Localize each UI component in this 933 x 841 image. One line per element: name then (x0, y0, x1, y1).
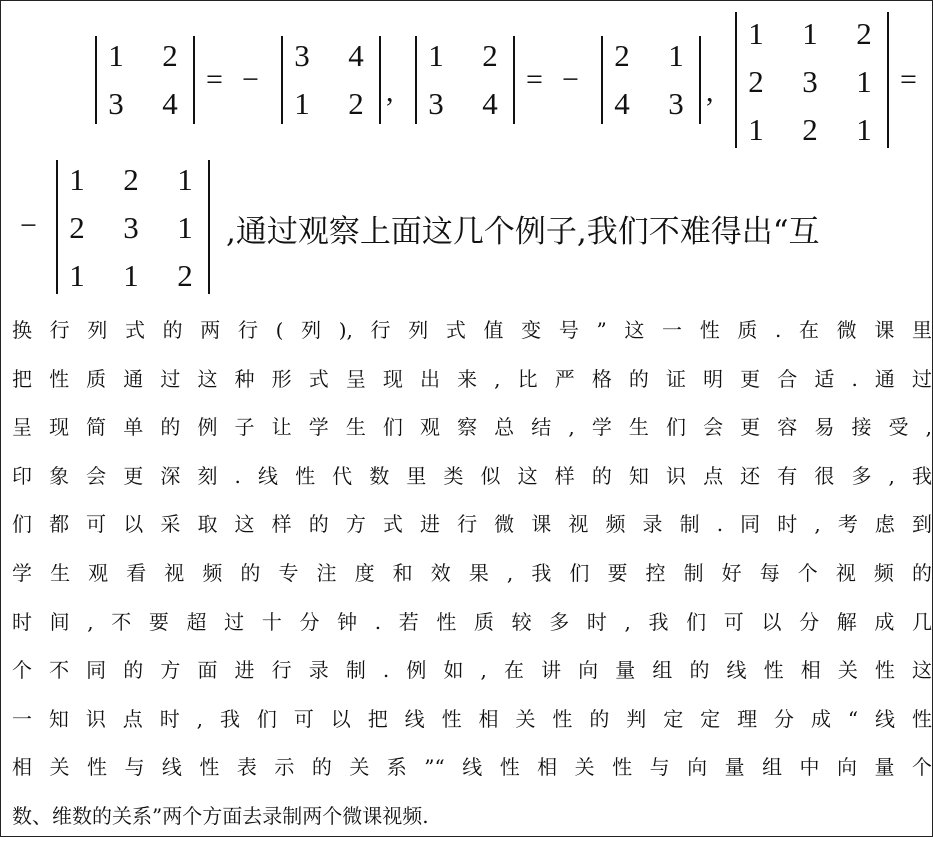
matrix-entry: 2 (69, 210, 85, 245)
body-paragraph (12, 306, 932, 841)
paragraph-line: 们都可以采取这样的方式进行微课视频录制.同时,考虑到 (12, 512, 932, 537)
paragraph-line: 呈现简单的例子让学生们观察总结,学生们会更容易接受, (12, 415, 932, 440)
equals-sign: = (900, 63, 917, 96)
paragraph-line: 一知识点时,我们可以把线性相关性的判定定理分成“线性 (12, 706, 932, 731)
comma: , (386, 75, 394, 108)
paragraph-line: 个不同的方面进行录制.例如,在讲向量组的线性相关性这 (12, 658, 932, 683)
matrix-entry: 1 (856, 112, 872, 147)
matrix-entry: 3 (428, 86, 444, 121)
matrix-entry: 1 (428, 38, 444, 73)
matrix-entry: 3 (668, 86, 684, 121)
equals-sign: = (206, 63, 223, 96)
paragraph-line: 换行列式的两行(列),行列式值变号”这一性质.在微课里 (12, 318, 932, 342)
minus-sign: − (20, 209, 37, 242)
matrix-entry: 3 (123, 210, 139, 245)
matrix-entry: 1 (856, 64, 872, 99)
matrix-entry: 1 (123, 258, 139, 293)
paragraph-line: 相关性与线性表示的关系”“线性相关性与向量组中向量个 (12, 755, 932, 780)
matrix-entry: 2 (856, 16, 872, 51)
matrix-entry: 1 (294, 86, 310, 121)
matrix-entry: 2 (123, 162, 139, 197)
paragraph-line: 学生观看视频的专注度和效果,我们要控制好每个视频的 (12, 560, 932, 585)
matrix-entry: 2 (348, 86, 364, 121)
paragraph-line: 印象会更深刻.线性代数里类似这样的知识点还有很多,我 (12, 463, 932, 488)
determinant-2 (281, 36, 381, 124)
text-after-determinant: ,通过观察上面这几个例子,我们不难得出“互 (226, 214, 820, 250)
determinant-4 (601, 36, 701, 124)
minus-sign: − (242, 63, 259, 96)
determinant-3 (415, 36, 515, 124)
determinant-1 (95, 36, 195, 124)
matrix-entry: 2 (748, 64, 764, 99)
matrix-entry: 4 (614, 86, 630, 121)
matrix-entry: 1 (802, 16, 818, 51)
matrix-entry: 2 (614, 38, 630, 73)
matrix-entry: 1 (748, 112, 764, 147)
paragraph-line: 数、维数的关系”两个方面去录制两个微课视频. (12, 803, 429, 828)
minus-sign: − (562, 63, 579, 96)
matrix-entry: 1 (177, 162, 193, 197)
matrix-entry: 2 (802, 112, 818, 147)
matrix-entry: 1 (108, 38, 124, 73)
determinant-5 (735, 12, 889, 148)
matrix-entry: 1 (177, 210, 193, 245)
matrix-entry: 3 (108, 86, 124, 121)
matrix-entry: 3 (802, 64, 818, 99)
comma: , (706, 75, 714, 108)
matrix-entry: 4 (162, 86, 178, 121)
matrix-entry: 2 (162, 38, 178, 73)
matrix-entry: 1 (748, 16, 764, 51)
matrix-entry: 4 (482, 86, 498, 121)
matrix-entry: 2 (482, 38, 498, 73)
paragraph-line: 把性质通过这种形式呈现出来,比严格的证明更合适.通过 (12, 366, 932, 391)
paragraph-line: 时间,不要超过十分钟.若性质较多时,我们可以分解成几 (12, 609, 932, 634)
determinant-6 (56, 160, 210, 294)
matrix-entry: 4 (348, 38, 364, 73)
matrix-entry: 1 (668, 38, 684, 73)
matrix-entry: 2 (177, 258, 193, 293)
matrix-entry: 3 (294, 38, 310, 73)
matrix-entry: 1 (69, 162, 85, 197)
equals-sign: = (526, 63, 543, 96)
matrix-entry: 1 (69, 258, 85, 293)
